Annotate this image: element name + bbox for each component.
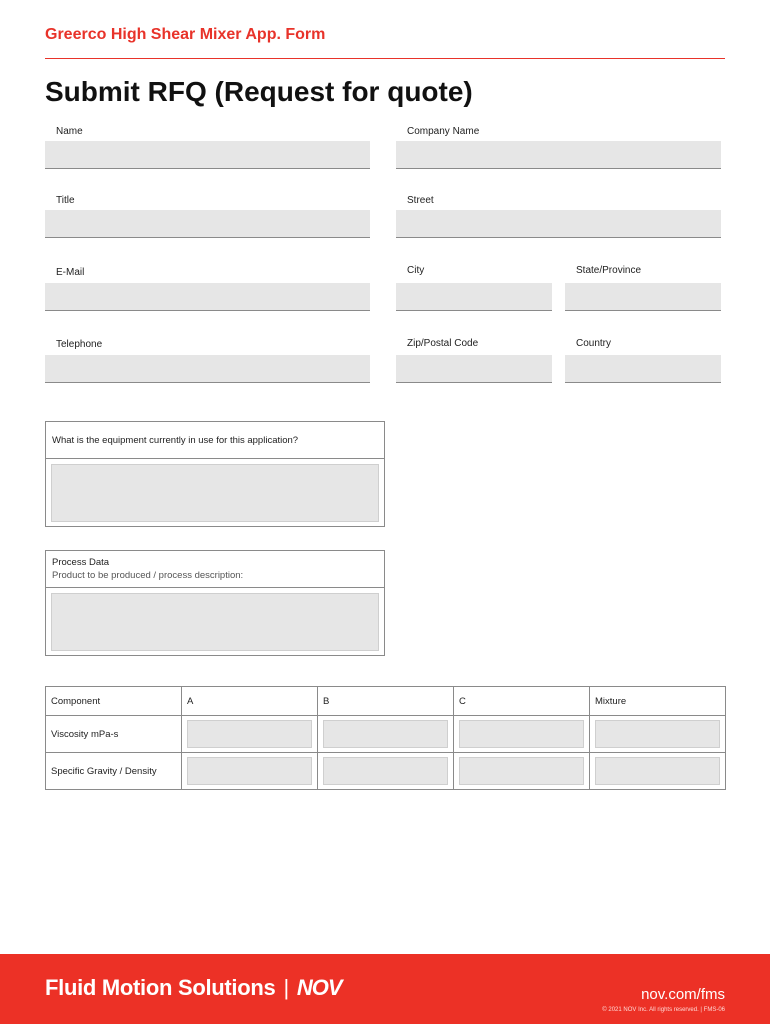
viscosity-c-field[interactable] — [459, 720, 584, 748]
viscosity-a-field[interactable] — [187, 720, 312, 748]
header-mixture: Mixture — [590, 687, 726, 716]
table-row — [46, 753, 726, 790]
copyright-text: © 2021 NOV Inc. All rights reserved. | FMS-06 — [602, 1007, 725, 1013]
name-field[interactable] — [45, 141, 370, 169]
table-row — [46, 716, 726, 753]
city-label: City — [407, 265, 425, 276]
viscosity-mixture-field[interactable] — [595, 720, 720, 748]
website-link[interactable]: nov.com/fms — [641, 986, 725, 1003]
name-label: Name — [56, 126, 83, 137]
state-province-field[interactable] — [565, 283, 721, 311]
process-data-section — [45, 550, 385, 656]
gravity-b-field[interactable] — [323, 757, 448, 785]
telephone-label: Telephone — [56, 339, 103, 350]
equipment-question: What is the equipment currently in use for this application? — [46, 422, 384, 459]
equipment-textarea[interactable] — [51, 464, 379, 522]
process-data-subheading: Product to be produced / process description: — [52, 570, 244, 581]
form-title: Greerco High Shear Mixer App. Form — [45, 26, 326, 43]
telephone-field[interactable] — [45, 355, 370, 383]
gravity-c-field[interactable] — [459, 757, 584, 785]
table-header-row — [46, 687, 726, 716]
equipment-section — [45, 421, 385, 527]
email-field[interactable] — [45, 283, 370, 311]
title-label: Title — [56, 195, 75, 206]
header-component: Component — [46, 687, 182, 716]
header-a: A — [182, 687, 318, 716]
brand-separator: | — [283, 975, 289, 1000]
email-label: E-Mail — [56, 267, 85, 278]
footer-bar — [0, 954, 770, 1024]
viscosity-b-field[interactable] — [323, 720, 448, 748]
component-table — [45, 686, 726, 790]
title-field[interactable] — [45, 210, 370, 238]
nov-logo: NOV — [296, 975, 342, 1000]
country-label: Country — [576, 338, 612, 349]
row-label-specific-gravity: Specific Gravity / Density — [46, 753, 182, 790]
page-title: Submit RFQ (Request for quote) — [45, 76, 473, 107]
gravity-a-field[interactable] — [187, 757, 312, 785]
process-description-textarea[interactable] — [51, 593, 379, 651]
street-field[interactable] — [396, 210, 721, 238]
street-label: Street — [407, 195, 434, 206]
city-field[interactable] — [396, 283, 552, 311]
title-divider — [45, 58, 725, 59]
brand-name: Fluid Motion Solutions — [45, 975, 276, 1000]
footer-brand — [45, 975, 342, 1001]
header-b: B — [318, 687, 454, 716]
process-data-header — [46, 551, 384, 588]
company-name-field[interactable] — [396, 141, 721, 169]
gravity-mixture-field[interactable] — [595, 757, 720, 785]
zip-label: Zip/Postal Code — [407, 338, 479, 349]
state-province-label: State/Province — [576, 265, 642, 276]
process-data-heading: Process Data — [52, 557, 110, 568]
country-field[interactable] — [565, 355, 721, 383]
company-name-label: Company Name — [407, 126, 480, 137]
header-c: C — [454, 687, 590, 716]
row-label-viscosity: Viscosity mPa-s — [46, 716, 182, 753]
zip-field[interactable] — [396, 355, 552, 383]
